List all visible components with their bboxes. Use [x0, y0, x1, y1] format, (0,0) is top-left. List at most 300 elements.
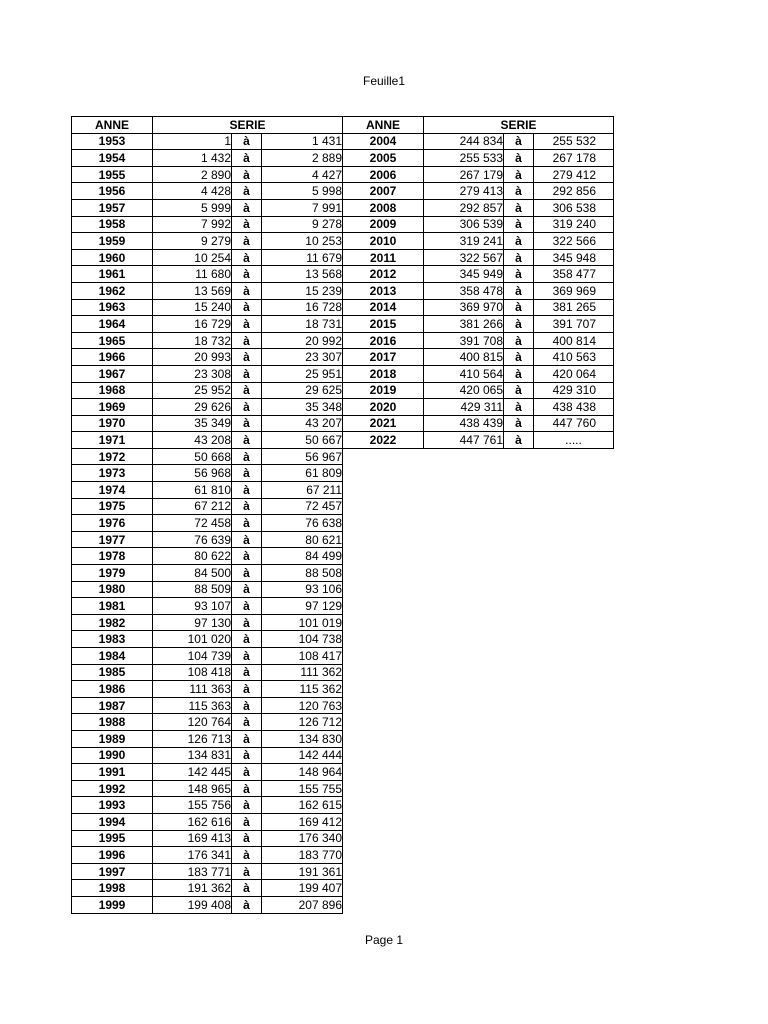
year-cell: 1958	[72, 216, 153, 233]
table-row	[343, 216, 614, 233]
year-cell: 1963	[72, 299, 153, 316]
serie-end-cell: 183 770	[262, 847, 343, 864]
table-row	[72, 415, 343, 432]
serie-header: SERIE	[153, 117, 343, 134]
separator-cell: à	[232, 697, 262, 714]
table-row	[343, 365, 614, 382]
table-row	[72, 747, 343, 764]
serie-start-cell: 306 539	[424, 216, 504, 233]
serie-start-cell: 429 311	[424, 399, 504, 416]
table-row	[72, 531, 343, 548]
year-cell: 1980	[72, 581, 153, 598]
serie-start-cell: 11 680	[153, 266, 232, 283]
separator-cell: à	[232, 482, 262, 499]
year-cell: 2011	[343, 249, 424, 266]
separator-cell: à	[232, 648, 262, 665]
separator-cell: à	[504, 432, 534, 449]
serie-start-cell: 199 408	[153, 896, 232, 913]
serie-end-cell: 93 106	[262, 581, 343, 598]
table-row	[343, 399, 614, 416]
separator-cell: à	[504, 415, 534, 432]
serie-end-cell: 101 019	[262, 614, 343, 631]
table-row	[72, 813, 343, 830]
table-row	[72, 432, 343, 449]
serie-start-cell: 134 831	[153, 747, 232, 764]
separator-cell: à	[232, 365, 262, 382]
serie-start-cell: 292 857	[424, 199, 504, 216]
serie-start-cell: 7 992	[153, 216, 232, 233]
separator-cell: à	[232, 714, 262, 731]
serie-start-cell: 2 890	[153, 166, 232, 183]
separator-cell: à	[504, 133, 534, 150]
serie-start-cell: 84 500	[153, 565, 232, 582]
serie-end-cell: 358 477	[534, 266, 614, 283]
year-cell: 2020	[343, 399, 424, 416]
serie-end-cell: 15 239	[262, 282, 343, 299]
separator-cell: à	[232, 515, 262, 532]
serie-end-cell: 108 417	[262, 648, 343, 665]
serie-start-cell: 1	[153, 133, 232, 150]
table-row	[72, 614, 343, 631]
table-row	[72, 515, 343, 532]
serie-start-cell: 23 308	[153, 365, 232, 382]
table-row	[343, 316, 614, 333]
serie-end-cell: 199 407	[262, 880, 343, 897]
year-cell: 1965	[72, 332, 153, 349]
table-row	[72, 697, 343, 714]
serie-end-cell: 162 615	[262, 797, 343, 814]
serie-start-cell: 72 458	[153, 515, 232, 532]
year-cell: 2017	[343, 349, 424, 366]
table-row	[72, 249, 343, 266]
serie-end-cell: 35 348	[262, 399, 343, 416]
serie-start-cell: 126 713	[153, 730, 232, 747]
serie-start-cell: 56 968	[153, 465, 232, 482]
table-row	[72, 133, 343, 150]
year-cell: 1993	[72, 797, 153, 814]
year-header: ANNE	[72, 117, 153, 134]
table-row	[72, 581, 343, 598]
serie-end-cell: 438 438	[534, 399, 614, 416]
serie-end-cell: 2 889	[262, 150, 343, 167]
serie-start-cell: 88 509	[153, 581, 232, 598]
separator-cell: à	[232, 299, 262, 316]
separator-cell: à	[504, 316, 534, 333]
table-row	[72, 216, 343, 233]
separator-cell: à	[232, 332, 262, 349]
table-row	[72, 183, 343, 200]
serie-start-cell: 43 208	[153, 432, 232, 449]
table-header-row	[343, 117, 614, 134]
table-row	[343, 166, 614, 183]
serie-end-cell: 25 951	[262, 365, 343, 382]
serie-end-cell: 97 129	[262, 598, 343, 615]
serie-end-cell: 155 755	[262, 780, 343, 797]
separator-cell: à	[232, 166, 262, 183]
table-row	[72, 863, 343, 880]
serie-start-cell: 25 952	[153, 382, 232, 399]
year-cell: 2007	[343, 183, 424, 200]
separator-cell: à	[232, 349, 262, 366]
table-row	[343, 183, 614, 200]
separator-cell: à	[232, 415, 262, 432]
separator-cell: à	[232, 896, 262, 913]
separator-cell: à	[232, 399, 262, 416]
serie-end-cell: 429 310	[534, 382, 614, 399]
separator-cell: à	[232, 598, 262, 615]
year-cell: 1966	[72, 349, 153, 366]
serie-start-cell: 169 413	[153, 830, 232, 847]
serie-end-cell: 104 738	[262, 631, 343, 648]
table-row	[72, 382, 343, 399]
serie-end-cell: 13 568	[262, 266, 343, 283]
table-row	[343, 415, 614, 432]
year-cell: 2012	[343, 266, 424, 283]
table-row	[72, 365, 343, 382]
serie-start-cell: 13 569	[153, 282, 232, 299]
serie-end-cell: 207 896	[262, 896, 343, 913]
year-cell: 1977	[72, 531, 153, 548]
year-cell: 2013	[343, 282, 424, 299]
serie-start-cell: 80 622	[153, 548, 232, 565]
table-row	[343, 382, 614, 399]
serie-end-cell: .....	[534, 432, 614, 449]
year-cell: 1992	[72, 780, 153, 797]
year-cell: 1981	[72, 598, 153, 615]
serie-start-cell: 10 254	[153, 249, 232, 266]
serie-end-cell: 5 998	[262, 183, 343, 200]
serie-start-cell: 61 810	[153, 482, 232, 499]
year-cell: 1974	[72, 482, 153, 499]
serie-start-cell: 108 418	[153, 664, 232, 681]
separator-cell: à	[232, 216, 262, 233]
year-cell: 2004	[343, 133, 424, 150]
separator-cell: à	[504, 166, 534, 183]
year-cell: 2008	[343, 199, 424, 216]
separator-cell: à	[504, 199, 534, 216]
serie-start-cell: 111 363	[153, 681, 232, 698]
year-cell: 1985	[72, 664, 153, 681]
separator-cell: à	[232, 664, 262, 681]
serie-end-cell: 16 728	[262, 299, 343, 316]
serie-start-cell: 9 279	[153, 233, 232, 250]
serie-start-cell: 345 949	[424, 266, 504, 283]
serie-end-cell: 420 064	[534, 365, 614, 382]
separator-cell: à	[232, 531, 262, 548]
separator-cell: à	[232, 498, 262, 515]
table-row	[72, 830, 343, 847]
separator-cell: à	[232, 266, 262, 283]
separator-cell: à	[232, 382, 262, 399]
serie-end-cell: 400 814	[534, 332, 614, 349]
separator-cell: à	[232, 183, 262, 200]
serie-end-cell: 115 362	[262, 681, 343, 698]
year-cell: 1997	[72, 863, 153, 880]
serie-end-cell: 56 967	[262, 448, 343, 465]
separator-cell: à	[232, 780, 262, 797]
separator-cell: à	[232, 730, 262, 747]
serie-start-cell: 142 445	[153, 764, 232, 781]
separator-cell: à	[232, 233, 262, 250]
separator-cell: à	[232, 880, 262, 897]
serie-end-cell: 134 830	[262, 730, 343, 747]
table-row	[72, 166, 343, 183]
serie-start-cell: 369 970	[424, 299, 504, 316]
table-row	[343, 282, 614, 299]
separator-cell: à	[232, 581, 262, 598]
separator-cell: à	[232, 548, 262, 565]
table-row	[72, 631, 343, 648]
year-cell: 1994	[72, 813, 153, 830]
serie-start-cell: 148 965	[153, 780, 232, 797]
sheet-title: Feuille1	[362, 74, 406, 88]
year-cell: 1989	[72, 730, 153, 747]
year-cell: 1975	[72, 498, 153, 515]
serie-end-cell: 279 412	[534, 166, 614, 183]
table-row	[72, 299, 343, 316]
year-cell: 1986	[72, 681, 153, 698]
separator-cell: à	[232, 614, 262, 631]
serie-start-cell: 410 564	[424, 365, 504, 382]
serie-start-cell: 155 756	[153, 797, 232, 814]
separator-cell: à	[232, 282, 262, 299]
serie-end-cell: 169 412	[262, 813, 343, 830]
year-cell: 2014	[343, 299, 424, 316]
year-cell: 1979	[72, 565, 153, 582]
table-row	[343, 332, 614, 349]
serie-start-cell: 191 362	[153, 880, 232, 897]
year-cell: 1991	[72, 764, 153, 781]
year-cell: 1988	[72, 714, 153, 731]
serie-start-cell: 93 107	[153, 598, 232, 615]
serie-start-cell: 35 349	[153, 415, 232, 432]
table-row	[72, 399, 343, 416]
table-row	[72, 764, 343, 781]
serie-start-cell: 104 739	[153, 648, 232, 665]
serie-end-cell: 381 265	[534, 299, 614, 316]
separator-cell: à	[232, 465, 262, 482]
serie-start-cell: 176 341	[153, 847, 232, 864]
serie-end-cell: 447 760	[534, 415, 614, 432]
serie-end-cell: 111 362	[262, 664, 343, 681]
year-cell: 1984	[72, 648, 153, 665]
year-cell: 1976	[72, 515, 153, 532]
serie-start-cell: 5 999	[153, 199, 232, 216]
year-cell: 1998	[72, 880, 153, 897]
table-row	[72, 714, 343, 731]
separator-cell: à	[504, 216, 534, 233]
serie-end-cell: 20 992	[262, 332, 343, 349]
serie-end-cell: 176 340	[262, 830, 343, 847]
separator-cell: à	[232, 316, 262, 333]
serie-end-cell: 84 499	[262, 548, 343, 565]
serie-start-cell: 400 815	[424, 349, 504, 366]
serie-start-cell: 420 065	[424, 382, 504, 399]
serie-start-cell: 447 761	[424, 432, 504, 449]
separator-cell: à	[232, 432, 262, 449]
serie-start-cell: 67 212	[153, 498, 232, 515]
table-row	[72, 880, 343, 897]
year-cell: 1996	[72, 847, 153, 864]
serie-end-cell: 43 207	[262, 415, 343, 432]
year-cell: 2009	[343, 216, 424, 233]
table-row	[343, 349, 614, 366]
separator-cell: à	[232, 133, 262, 150]
year-cell: 1967	[72, 365, 153, 382]
separator-cell: à	[504, 183, 534, 200]
separator-cell: à	[232, 150, 262, 167]
serie-end-cell: 306 538	[534, 199, 614, 216]
table-row	[72, 199, 343, 216]
serie-start-cell: 120 764	[153, 714, 232, 731]
year-cell: 2005	[343, 150, 424, 167]
separator-cell: à	[504, 233, 534, 250]
year-cell: 1999	[72, 896, 153, 913]
serie-end-cell: 191 361	[262, 863, 343, 880]
separator-cell: à	[504, 332, 534, 349]
serie-end-cell: 148 964	[262, 764, 343, 781]
year-cell: 1978	[72, 548, 153, 565]
serie-start-cell: 97 130	[153, 614, 232, 631]
year-cell: 1957	[72, 199, 153, 216]
year-cell: 1995	[72, 830, 153, 847]
serie-start-cell: 4 428	[153, 183, 232, 200]
year-cell: 1972	[72, 448, 153, 465]
separator-cell: à	[232, 830, 262, 847]
year-cell: 1959	[72, 233, 153, 250]
separator-cell: à	[504, 282, 534, 299]
serie-start-cell: 18 732	[153, 332, 232, 349]
table-row	[343, 233, 614, 250]
separator-cell: à	[504, 365, 534, 382]
serie-start-cell: 15 240	[153, 299, 232, 316]
serie-end-cell: 319 240	[534, 216, 614, 233]
page-footer: Page 1	[364, 933, 404, 947]
year-cell: 1968	[72, 382, 153, 399]
serie-end-cell: 67 211	[262, 482, 343, 499]
table-row	[72, 896, 343, 913]
table-row	[72, 316, 343, 333]
separator-cell: à	[504, 249, 534, 266]
separator-cell: à	[504, 150, 534, 167]
serie-end-cell: 9 278	[262, 216, 343, 233]
table-row	[72, 797, 343, 814]
year-cell: 2021	[343, 415, 424, 432]
table-row	[72, 598, 343, 615]
year-cell: 1983	[72, 631, 153, 648]
serie-end-cell: 369 969	[534, 282, 614, 299]
serie-end-cell: 7 991	[262, 199, 343, 216]
year-cell: 1955	[72, 166, 153, 183]
serie-end-cell: 391 707	[534, 316, 614, 333]
separator-cell: à	[504, 299, 534, 316]
serie-start-cell: 50 668	[153, 448, 232, 465]
serie-end-cell: 4 427	[262, 166, 343, 183]
serie-start-cell: 322 567	[424, 249, 504, 266]
table-row	[343, 150, 614, 167]
separator-cell: à	[504, 399, 534, 416]
year-cell: 1956	[72, 183, 153, 200]
year-cell: 1953	[72, 133, 153, 150]
table-row	[343, 266, 614, 283]
serie-start-cell: 16 729	[153, 316, 232, 333]
table-header-row	[72, 117, 343, 134]
serie-table-right	[342, 116, 614, 449]
table-row	[72, 282, 343, 299]
serie-end-cell: 126 712	[262, 714, 343, 731]
serie-start-cell: 1 432	[153, 150, 232, 167]
year-cell: 1987	[72, 697, 153, 714]
separator-cell: à	[232, 863, 262, 880]
year-cell: 1960	[72, 249, 153, 266]
year-cell: 1954	[72, 150, 153, 167]
serie-end-cell: 23 307	[262, 349, 343, 366]
serie-table-left	[71, 116, 343, 914]
table-row	[72, 664, 343, 681]
year-header: ANNE	[343, 117, 424, 134]
year-cell: 1961	[72, 266, 153, 283]
table-row	[72, 233, 343, 250]
table-row	[343, 199, 614, 216]
serie-end-cell: 88 508	[262, 565, 343, 582]
serie-start-cell: 438 439	[424, 415, 504, 432]
year-cell: 1970	[72, 415, 153, 432]
serie-end-cell: 255 532	[534, 133, 614, 150]
separator-cell: à	[504, 382, 534, 399]
table-row	[72, 332, 343, 349]
table-row	[72, 349, 343, 366]
serie-start-cell: 279 413	[424, 183, 504, 200]
separator-cell: à	[232, 199, 262, 216]
table-row	[72, 780, 343, 797]
table-row	[72, 266, 343, 283]
serie-start-cell: 319 241	[424, 233, 504, 250]
table-row	[72, 648, 343, 665]
separator-cell: à	[232, 681, 262, 698]
separator-cell: à	[232, 448, 262, 465]
table-row	[72, 847, 343, 864]
serie-start-cell: 255 533	[424, 150, 504, 167]
serie-end-cell: 292 856	[534, 183, 614, 200]
year-cell: 2016	[343, 332, 424, 349]
serie-end-cell: 410 563	[534, 349, 614, 366]
table-row	[72, 565, 343, 582]
separator-cell: à	[504, 349, 534, 366]
year-cell: 2015	[343, 316, 424, 333]
separator-cell: à	[232, 631, 262, 648]
serie-start-cell: 20 993	[153, 349, 232, 366]
table-row	[72, 730, 343, 747]
serie-end-cell: 18 731	[262, 316, 343, 333]
year-cell: 2018	[343, 365, 424, 382]
serie-end-cell: 142 444	[262, 747, 343, 764]
year-cell: 1971	[72, 432, 153, 449]
year-cell: 1990	[72, 747, 153, 764]
table-row	[72, 482, 343, 499]
serie-start-cell: 244 834	[424, 133, 504, 150]
year-cell: 2006	[343, 166, 424, 183]
table-row	[72, 681, 343, 698]
serie-start-cell: 115 363	[153, 697, 232, 714]
separator-cell: à	[232, 249, 262, 266]
year-cell: 2019	[343, 382, 424, 399]
year-cell: 2010	[343, 233, 424, 250]
serie-end-cell: 322 566	[534, 233, 614, 250]
serie-header: SERIE	[424, 117, 614, 134]
year-cell: 1962	[72, 282, 153, 299]
serie-start-cell: 381 266	[424, 316, 504, 333]
serie-end-cell: 267 178	[534, 150, 614, 167]
